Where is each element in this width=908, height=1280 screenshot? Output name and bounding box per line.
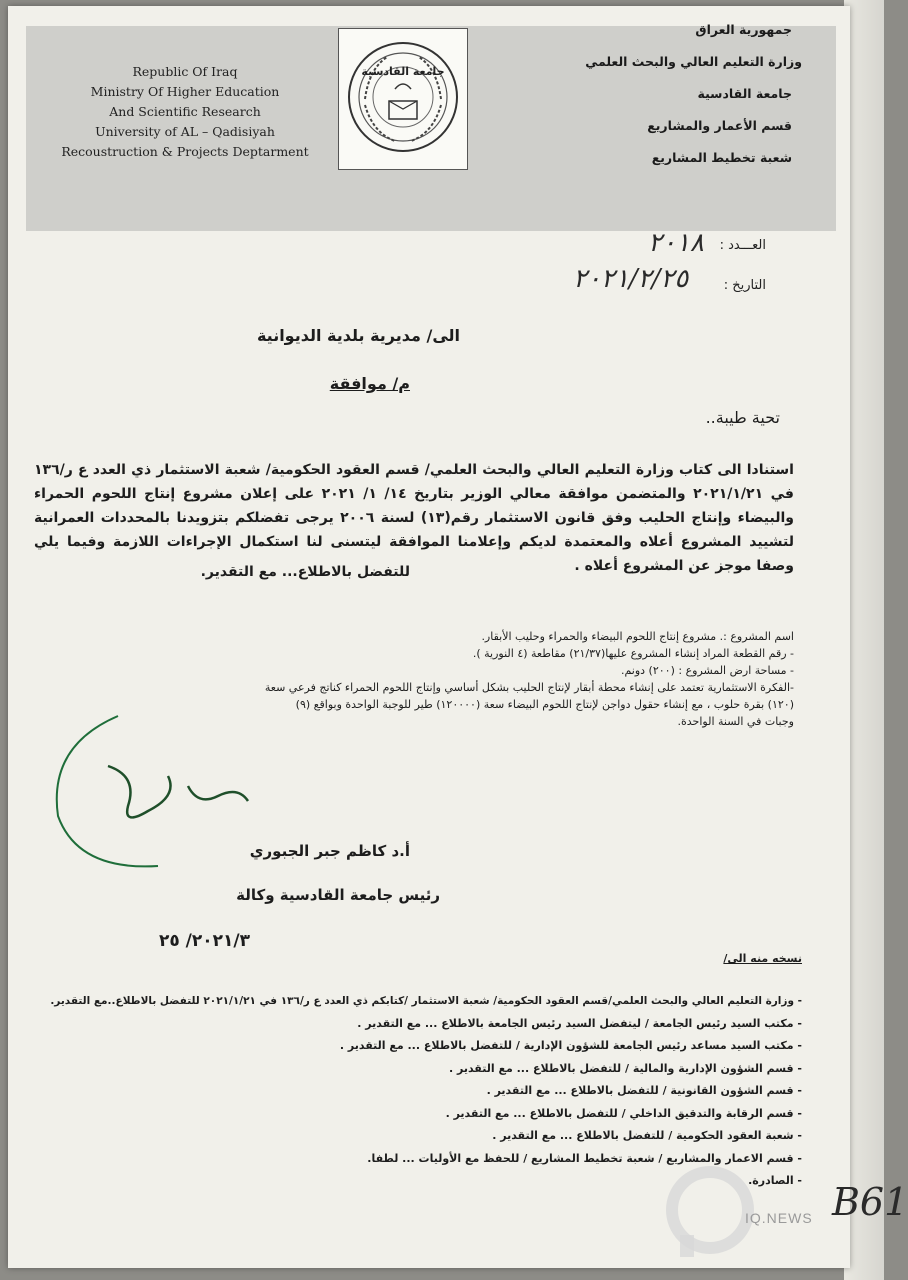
document-page: [8, 6, 850, 1268]
ar-line-department: قسم الأعمار والمشاريع: [647, 118, 792, 133]
project-line: - مساحة ارض المشروع : (٢٠٠) دونم.: [620, 664, 794, 677]
project-line: وجبات في السنة الواحدة.: [677, 715, 794, 728]
en-line-university: University of AL – Qadisiyah: [95, 124, 275, 139]
cc-item: - مكتب السيد مساعد رئيس الجامعة للشؤون الإدارية / للتفضل بالاطلاع ... مع التقدير .: [339, 1039, 802, 1052]
university-seal: [338, 28, 468, 170]
watermark-text: IQ.NEWS: [745, 1210, 813, 1226]
project-line: (١٢٠) بقرة حلوب ، مع إنشاء حقول دواجن لإنتاج اللحوم البيضاء سعة (١٢٠٠٠٠) طير للوجبة الواحدة وبواقع (٩): [295, 698, 794, 711]
seal-text: جامعة القادسية: [361, 65, 445, 78]
letter-greeting: تحية طيبة..: [705, 408, 780, 427]
corner-code: B61: [832, 1180, 908, 1224]
signature-stamp-icon: [48, 706, 278, 876]
reference-date-value: ٢٠٢١/٢/٢٥: [573, 264, 689, 294]
cc-item: - وزارة التعليم العالي والبحث العلمي/قسم العقود الحكومية/ شعبة الاستثمار /كتابكم ذي العدد ع ر/١٣٦ في ٢٠٢١/١/٢١ للتفضل بالاطلاع..مع التقدير.: [50, 995, 802, 1007]
en-line-research: And Scientific Research: [109, 104, 261, 119]
en-line-country: Republic Of Iraq: [132, 64, 238, 79]
en-line-department: Recoustruction & Projects Deptarment: [61, 144, 309, 159]
project-line: اسم المشروع :. مشروع إنتاج اللحوم البيضاء والحمراء وحليب الأبقار.: [481, 630, 794, 643]
reference-number-value: ٢٠١٨: [648, 228, 704, 258]
signatory-title: رئيس جامعة القادسية وكالة: [236, 886, 440, 904]
reference-date-label: التاريخ :: [723, 278, 766, 293]
cc-item: - قسم الشؤون الإدارية والمالية / للتفضل بالاطلاع ... مع التقدير .: [448, 1061, 802, 1075]
letter-recipient: الى/ مديرية بلدية الديوانية: [256, 326, 460, 345]
ar-line-ministry: وزارة التعليم العالي والبحث العلمي: [585, 54, 802, 69]
letter-closing: للتفضل بالاطلاع... مع التقدير.: [200, 564, 410, 580]
ar-line-country: جمهورية العراق: [695, 22, 792, 37]
signatory-name: أ.د كاظم جبر الجبوري: [249, 842, 410, 860]
paper-edge: [844, 0, 884, 1280]
project-line: -الفكرة الاستثمارية تعتمد على إنشاء محطة أبقار لإنتاج الحليب بشكل أساسي وإنتاج اللحوم الحمراء كناتج فرعي سعة: [264, 681, 794, 694]
cc-item: - الصادرة.: [748, 1174, 802, 1187]
cc-heading: نسخه منه الى/: [723, 952, 802, 965]
letter-body: استنادا الى كتاب وزارة التعليم العالي والبحث العلمي/ قسم العقود الحكومية/ شعبة الاستثمار ذي العدد ع ر/١٣٦ في ٢٠٢١/١/٢١ والمتضمن موافقة معالي الوزير بتاريخ ١٤/ ١/ ٢٠٢١ على إعلان مشروع إنتاج اللحوم الحمراء والبيضاء وإنتاج الحليب وفق قانون الاستثمار رقم(١٣) لسنة ٢٠٠٦ يرجى تفضلكم بتزويدنا بالمحددات العمرانية لتشييد المشروع أعلاه والمعتمدة لديكم وإعلامنا الموافقة ليتسنى لنا استكمال الإجراءات اللازمة وفيما يلي وصفا موجز عن المشروع أعلاه .: [34, 462, 794, 574]
seal-emblem-icon: [339, 29, 467, 169]
ar-line-university: جامعة القادسية: [697, 86, 792, 101]
cc-item: - مكتب السيد رئيس الجامعة / ليتفضل السيد رئيس الجامعة بالاطلاع ... مع التقدير .: [357, 1016, 802, 1030]
ar-line-section: شعبة تخطيط المشاريع: [651, 150, 792, 165]
english-letterhead: [50, 62, 320, 162]
arabic-letterhead: [532, 14, 802, 174]
project-line: - رقم القطعة المراد إنشاء المشروع عليها(٢١/٣٧) مقاطعة (٤ النورية ).: [472, 647, 794, 660]
cc-item: - قسم الرقابة والتدقيق الداخلي / للتفضل بالاطلاع ... مع التقدير .: [445, 1106, 802, 1120]
cc-item: - قسم الشؤون القانونية / للتفضل بالاطلاع ... مع التقدير .: [486, 1084, 802, 1097]
cc-item: - شعبة العقود الحكومية / للتفضل بالاطلاع ... مع التقدير .: [492, 1129, 802, 1142]
cc-item: - قسم الاعمار والمشاريع / شعبة تخطيط المشاريع / للحفظ مع الأوليات ... لطفا.: [367, 1151, 802, 1165]
en-line-ministry: Ministry Of Higher Education: [90, 84, 280, 99]
letter-subject: م/ موافقة: [329, 374, 410, 393]
reference-number-label: العـــدد :: [719, 238, 766, 253]
signature-date: ٢٠٢١/٣/ ٢٥: [159, 931, 250, 951]
